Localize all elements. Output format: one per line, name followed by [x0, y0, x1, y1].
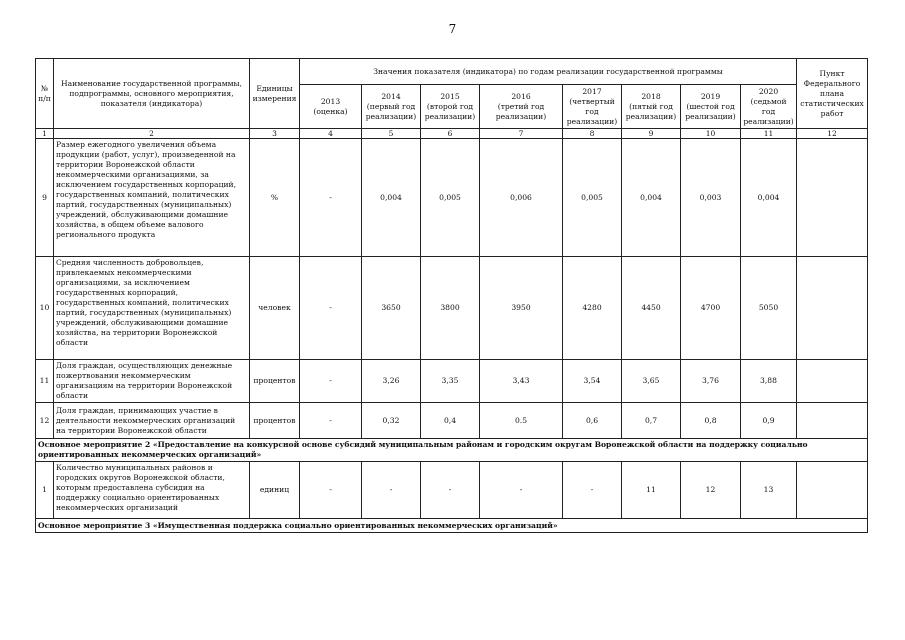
header-year-2014 — [362, 85, 421, 129]
header-year-note: (оценка) — [313, 106, 348, 116]
value-cell: 3,88 — [741, 360, 797, 403]
value-cell: - — [300, 139, 362, 257]
value-cell: 5050 — [741, 257, 797, 360]
value-cell: 13 — [741, 462, 797, 519]
column-number: 10 — [681, 129, 741, 139]
column-number: 5 — [362, 129, 421, 139]
value-cell: 3,65 — [622, 360, 681, 403]
value-cell: - — [300, 360, 362, 403]
header-unit: Единицы измерения — [250, 59, 300, 129]
table-row — [36, 462, 868, 519]
column-number: 6 — [421, 129, 480, 139]
value-cell: 0,6 — [563, 403, 622, 439]
header-year-note: (второй год реализации) — [424, 101, 476, 121]
value-cell: - — [563, 462, 622, 519]
section-heading-3: Основное мероприятие 3 «Имущественная поддержка социально ориентированных некоммерческих организаций» — [36, 519, 868, 533]
column-number: 1 — [36, 129, 54, 139]
header-year-value: 2013 — [320, 96, 341, 106]
indicators-table — [35, 58, 868, 533]
value-cell: 0,9 — [741, 403, 797, 439]
header-name: Наименование государственной программы, подпрограммы, основного мероприятия, показателя (индикатора) — [54, 59, 250, 129]
header-year-note: (четвертый год реализации) — [566, 96, 618, 126]
header-year-2018 — [622, 85, 681, 129]
value-cell: 3650 — [362, 257, 421, 360]
value-cell: 3,43 — [480, 360, 563, 403]
value-cell: - — [300, 462, 362, 519]
row-number: 10 — [36, 257, 54, 360]
fed-plan-cell — [797, 462, 868, 519]
value-cell: 4450 — [622, 257, 681, 360]
value-cell: - — [421, 462, 480, 519]
column-number: 7 — [480, 129, 563, 139]
column-number: 2 — [54, 129, 250, 139]
fed-plan-cell — [797, 257, 868, 360]
value-cell: 3,76 — [681, 360, 741, 403]
indicator-name: Размер ежегодного увеличения объема продукции (работ, услуг), произведенной на территории Воронежской области некоммерческими организациями, за исключением государственных корпораций, государственных компаний, политических партий, государственных (муниципальных) учреждений, обслуживающими домашние хозяйства, в общем объеме валового регионального продукта — [54, 139, 250, 257]
value-cell: 3,26 — [362, 360, 421, 403]
value-cell: 0,006 — [480, 139, 563, 257]
page-number: 7 — [448, 22, 457, 36]
indicator-rows — [36, 139, 868, 439]
value-cell: 0,004 — [362, 139, 421, 257]
table-row — [36, 139, 868, 257]
unit-cell: процентов — [250, 403, 300, 439]
value-cell: 0,004 — [741, 139, 797, 257]
value-cell: 12 — [681, 462, 741, 519]
header-year-note: (пятый год реализации) — [625, 101, 677, 121]
column-number: 3 — [250, 129, 300, 139]
header-year-2016 — [480, 85, 563, 129]
row-number: 11 — [36, 360, 54, 403]
row-number: 9 — [36, 139, 54, 257]
header-num: № п/п — [36, 59, 54, 129]
section-2-rows — [36, 462, 868, 519]
unit-cell: процентов — [250, 360, 300, 403]
value-cell: 0.5 — [480, 403, 563, 439]
value-cell: - — [362, 462, 421, 519]
value-cell: 0,8 — [681, 403, 741, 439]
value-cell: 4700 — [681, 257, 741, 360]
header-year-value: 2018 — [641, 91, 661, 101]
table-row — [36, 403, 868, 439]
table-row — [36, 360, 868, 403]
value-cell: 3,35 — [421, 360, 480, 403]
header-year-value: 2019 — [700, 91, 721, 101]
column-number: 11 — [741, 129, 797, 139]
header-fed: Пункт Федерального плана статистических работ — [797, 59, 868, 129]
header-year-value: 2014 — [381, 91, 401, 101]
header-year-2013 — [300, 85, 362, 129]
value-cell: 0,7 — [622, 403, 681, 439]
header-values-group: Значения показателя (индикатора) по годам реализации государственной программы — [300, 59, 797, 85]
value-cell: 3,54 — [563, 360, 622, 403]
value-cell: - — [300, 403, 362, 439]
header-year-value: 2015 — [440, 91, 460, 101]
fed-plan-cell — [797, 403, 868, 439]
header-year-note: (седьмой год реализации) — [743, 96, 794, 126]
header-year-2019 — [681, 85, 741, 129]
value-cell: 11 — [622, 462, 681, 519]
column-number: 9 — [622, 129, 681, 139]
value-cell: 0,005 — [563, 139, 622, 257]
value-cell: 0,32 — [362, 403, 421, 439]
header-year-note: (шестой год реализации) — [685, 101, 736, 121]
column-number: 8 — [563, 129, 622, 139]
value-cell: 0,005 — [421, 139, 480, 257]
header-year-note: (третий год реализации) — [495, 101, 547, 121]
unit-cell: человек — [250, 257, 300, 360]
section-heading-2: Основное мероприятие 2 «Предоставление на конкурсной основе субсидий муниципальным районам и городским округам Воронежской области на поддержку социально ориентированных некоммерческих организаций» — [36, 439, 868, 462]
indicator-name: Количество муниципальных районов и городских округов Воронежской области, которым предоставлена субсидия на поддержку социально ориентированных некоммерческих организаций — [54, 462, 250, 519]
value-cell: 3800 — [421, 257, 480, 360]
header-year-2020 — [741, 85, 797, 129]
value-cell: 3950 — [480, 257, 563, 360]
value-cell: 0,003 — [681, 139, 741, 257]
unit-cell: единиц — [250, 462, 300, 519]
value-cell: 4280 — [563, 257, 622, 360]
value-cell: 0,004 — [622, 139, 681, 257]
unit-cell: % — [250, 139, 300, 257]
indicator-name: Средняя численность добровольцев, привлекаемых некоммерческими организациями, за исключением государственных корпораций, государственных компаний, политических партий, государственных (муниципальных) учреждений, обслуживающими домашние хозяйства, на территории Воронежской области — [54, 257, 250, 360]
value-cell: 0,4 — [421, 403, 480, 439]
row-number: 12 — [36, 403, 54, 439]
value-cell: - — [480, 462, 563, 519]
fed-plan-cell — [797, 139, 868, 257]
header-year-2015 — [421, 85, 480, 129]
header-year-value: 2016 — [511, 91, 531, 101]
header-year-value: 2020 — [758, 86, 779, 96]
row-number: 1 — [36, 462, 54, 519]
value-cell: - — [300, 257, 362, 360]
indicator-name: Доля граждан, осуществляющих денежные пожертвования некоммерческим организациям на территории Воронежской области — [54, 360, 250, 403]
column-number: 12 — [797, 129, 868, 139]
column-number-row — [36, 129, 868, 139]
column-number: 4 — [300, 129, 362, 139]
fed-plan-cell — [797, 360, 868, 403]
table-row — [36, 257, 868, 360]
header-year-value: 2017 — [582, 86, 602, 96]
header-year-2017 — [563, 85, 622, 129]
indicator-name: Доля граждан, принимающих участие в деятельности некоммерческих организаций на территории Воронежской области — [54, 403, 250, 439]
header-year-note: (первый год реализации) — [365, 101, 417, 121]
